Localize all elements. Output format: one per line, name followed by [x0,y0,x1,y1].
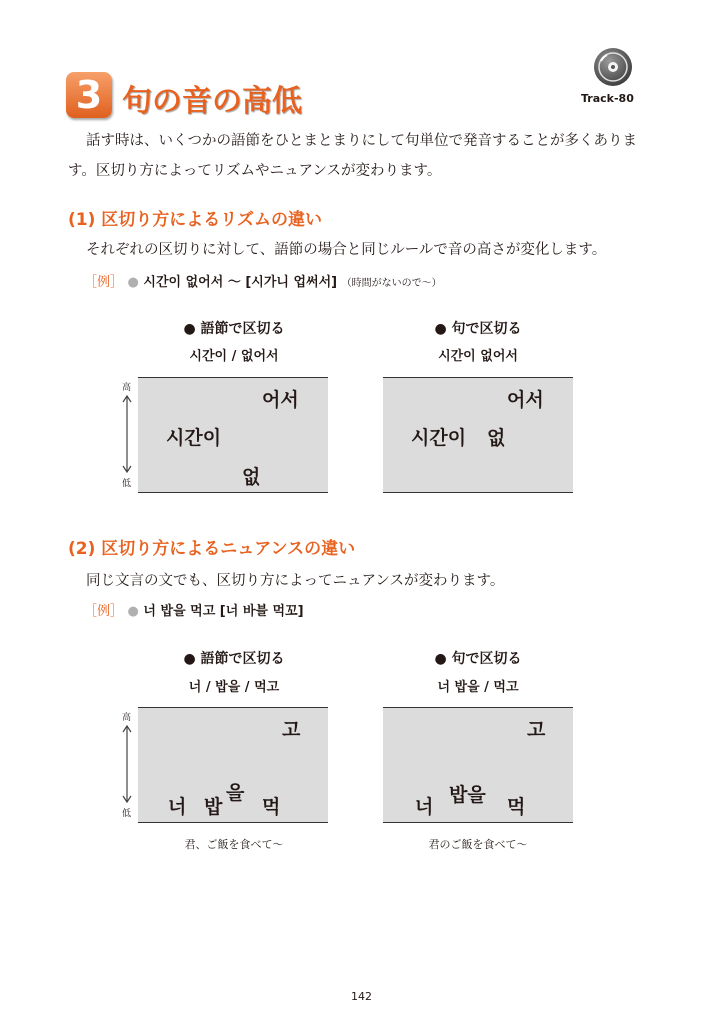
pitch-row-low [138,454,328,492]
section1-example [84,271,442,290]
s1-right-sub: 시간이 없어서 [438,349,518,364]
example-text: 너 밥을 먹고 [너 바블 먹꼬] [143,604,304,619]
syllable: 시간이 [411,427,467,449]
s1-right-pitch-grid [383,377,573,493]
example-note: （時間がないので～） [341,278,442,289]
axis-high-label: 高 [122,713,132,723]
s1-left-heading: ● 語節で区切る [183,321,285,337]
syllable: 없 [487,427,506,449]
intro-paragraph: 話す時は、いくつかの語節をひとまとまりにして句単位で発音することが多くあります。区切り方によってリズムやニュアンスが変わります。 [68,133,637,179]
syllable: 밥 [204,796,223,818]
s2-left-pitch-grid [138,707,328,823]
s2-left-caption: 君、ご飯を食べて～ [184,838,284,851]
syllable: 어서 [262,389,299,411]
s1-right-heading: ● 句で区切る [434,321,522,337]
s2-right-pitch-grid [383,707,573,823]
axis-low-label: 低 [122,809,132,819]
cd-icon [593,47,633,87]
page-number: 142 [351,990,372,1003]
syllable: 고 [527,719,546,741]
syllable: 없 [242,466,261,488]
s2-left-heading: ● 語節で区切る [183,651,285,667]
bullet-icon: ● [127,275,139,290]
syllable: 너 [415,796,434,818]
syllable: 고 [282,719,301,741]
syllable: 너 [168,796,187,818]
section2-text: 同じ文言の文でも、区切り方によってニュアンスが変わります。 [86,573,505,589]
s2-right-heading: ● 句で区切る [434,651,522,667]
pitch-axis-icon [117,710,137,820]
example-tag: ［例］ [84,275,124,290]
axis-high-label: 高 [122,383,132,393]
section1-text: それぞれの区切りに対して、語節の場合と同じルールで音の高さが変化します。 [86,242,607,258]
section2-example [84,600,304,619]
syllable: 밥을 [449,784,486,806]
s2-right-caption: 君のご飯を食べて～ [428,838,528,851]
syllable: 을 [226,782,245,804]
section2-heading: (2) 区切り方によるニュアンスの違い [68,539,356,559]
s1-left-pitch-grid [138,377,328,493]
pitch-row-high [383,378,573,417]
syllable: 시간이 [166,427,222,449]
pitch-axis-icon [117,380,137,490]
section1-heading: (1) 区切り方によるリズムの違い [68,210,322,230]
pitch-row-high [138,378,328,417]
bullet-icon: ● [127,604,139,619]
axis-low-label: 低 [122,479,132,489]
example-text: 시간이 없어서 ～ [시가니 업써서] [143,275,338,290]
track-label: Track-80 [581,92,634,105]
syllable: 어서 [507,389,544,411]
page-title: 句の音の高低 [122,84,302,119]
example-tag: ［例］ [84,604,124,619]
syllable: 먹 [507,796,526,818]
pitch-row-low [383,454,573,492]
syllable: 먹 [262,796,281,818]
s2-right-sub: 너 밥을 / 먹고 [437,680,519,695]
s1-left-sub: 시간이 / 없어서 [189,349,279,364]
section-number-badge: 3 [66,72,112,118]
s2-left-sub: 너 / 밥을 / 먹고 [188,680,280,695]
